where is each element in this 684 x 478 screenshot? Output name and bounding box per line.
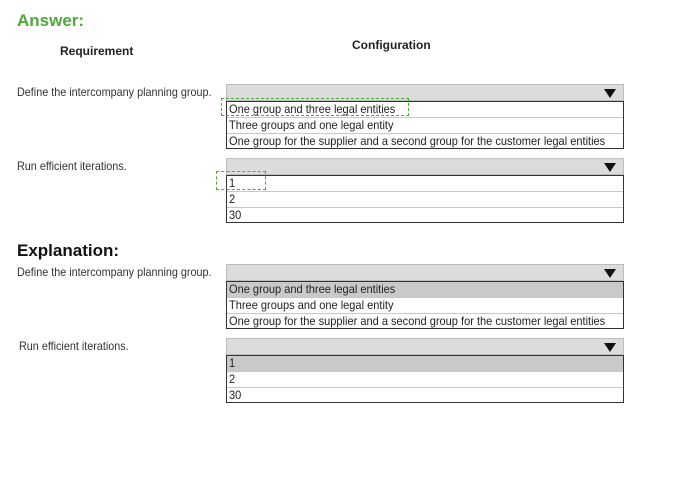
triangle-down-icon [604,343,616,352]
requirement-label-planning-group: Define the intercompany planning group. [17,265,212,279]
triangle-down-icon [604,269,616,278]
planning-group-dropdown[interactable] [226,264,624,281]
answer-selection-highlight [221,98,409,116]
option-one-group-three-entities[interactable]: One group and three legal entities [227,282,623,298]
option-iterations-30[interactable]: 30 [229,208,242,222]
option-supplier-customer-groups[interactable]: One group for the supplier and a second group for the customer legal entities [229,134,606,148]
iterations-options [226,355,624,403]
explanation-heading: Explanation: [17,241,120,260]
requirement-label-iterations: Run efficient iterations. [17,159,127,173]
iterations-dropdown[interactable] [226,338,624,355]
iterations-dropdown[interactable] [226,158,624,175]
triangle-down-icon [604,89,616,98]
option-iterations-1[interactable]: 1 [227,356,623,372]
option-supplier-customer-groups[interactable]: One group for the supplier and a second group for the customer legal entities [229,314,606,328]
requirement-label-iterations: Run efficient iterations. [19,339,129,353]
planning-group-options [226,281,624,329]
triangle-down-icon [604,163,616,172]
option-one-group-three-entities[interactable]: One group and three legal entities [227,102,623,118]
option-iterations-2[interactable]: 2 [227,192,623,208]
requirement-column-header: Requirement [60,44,134,58]
option-iterations-1[interactable]: 1 [227,176,623,192]
option-three-groups-one-entity[interactable]: Three groups and one legal entity [227,118,623,134]
configuration-column-header: Configuration [352,38,431,52]
option-iterations-2[interactable]: 2 [227,372,623,388]
option-three-groups-one-entity[interactable]: Three groups and one legal entity [227,298,623,314]
requirement-label-planning-group: Define the intercompany planning group. [17,85,212,99]
option-iterations-30[interactable]: 30 [229,388,242,402]
answer-selection-highlight [216,171,266,190]
iterations-options [226,175,624,223]
answer-heading: Answer: [17,11,85,30]
